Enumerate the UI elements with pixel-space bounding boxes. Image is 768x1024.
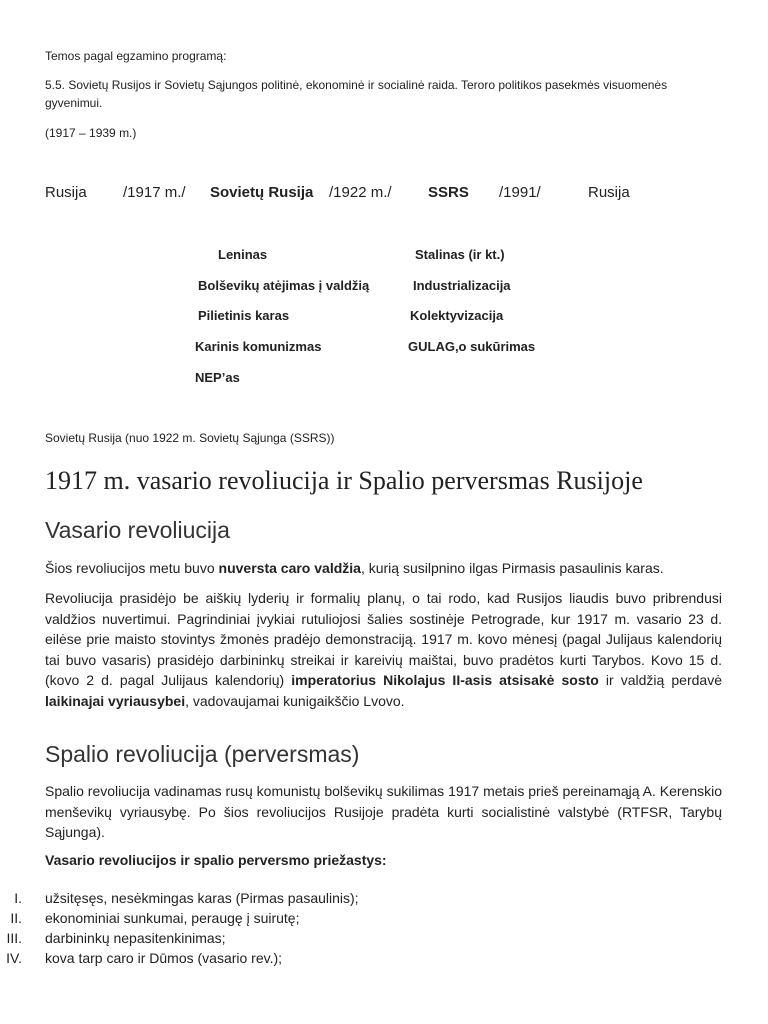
timeline-item: /1991/	[499, 184, 541, 201]
feb-paragraph-1	[45, 558, 722, 579]
column-item: Leninas	[218, 247, 268, 262]
list-text: darbininkų nepasitenkinimas;	[45, 930, 226, 946]
page-title: 1917 m. vasario revoliucija ir Spalio perversmas Rusijoje	[45, 466, 643, 495]
caption: Sovietų Rusija (nuo 1922 m. Sovietų Sąjunga (SSRS))	[45, 431, 335, 445]
timeline-item: Sovietų Rusija	[210, 184, 314, 201]
text-run: , vadovaujamai kunigaikščio Lvovo.	[185, 692, 405, 709]
timeline-item: /1922 m./	[329, 184, 392, 201]
column-item: NEP’as	[195, 370, 240, 385]
text-run-bold: nuversta caro valdžia	[218, 560, 361, 576]
oct-paragraph-1: Spalio revoliucija vadinamas rusų komunistų bolševikų sukilimas 1917 metais prieš pereinamąją A. Kerenskio menševikų vyriausybę. Po šios revoliucijos Rusijoje pradėta kurti socialistinė valstybė (RTFSR, Tarybų Sąjunga).	[45, 783, 722, 840]
list-text: užsitęsęs, nesėkmingas karas (Pirmas pasaulinis);	[45, 890, 359, 906]
text-run-bold: imperatorius Nikolajus II-asis atsisakė sosto	[291, 672, 599, 688]
column-item: GULAG,o sukūrimas	[408, 339, 536, 354]
causes-heading: Vasario revoliucijos ir spalio perversmo priežastys:	[45, 852, 387, 868]
text-run: , kurią susilpnino ilgas Pirmasis pasaulinis karas.	[360, 560, 664, 576]
column-item: Industrializacija	[413, 278, 511, 293]
timeline-item: Rusija	[45, 184, 87, 201]
topic-5-5: 5.5. Sovietų Rusijos ir Sovietų Sąjungos politinė, ekonominė ir socialinė raida. Teroro politikos pasekmės visuomenės gyvenimui.	[45, 78, 668, 110]
list-number: III.	[6, 930, 22, 946]
column-item: Bolševikų atėjimas į valdžią	[198, 278, 370, 293]
column-item: Kolektyvizacija	[410, 308, 504, 323]
topics-label: Temos pagal egzamino programą:	[45, 49, 227, 63]
column-item: Karinis komunizmas	[195, 339, 322, 354]
list-number: II.	[10, 910, 22, 926]
list-number: IV.	[6, 950, 22, 966]
text-run: Šios revoliucijos metu buvo	[45, 560, 219, 576]
text-run: Revoliucija prasidėjo be aiškių lyderių ir formalių planų, o tai rodo, kad Rusijos liaudis buvo pribrendusi valdžios nuvertimui. Pagrindiniai įvykiai rutuliojosi šalies sostinėje Petrograde, kur 1917 m. vasario 23 d. eilėse prie maisto stovintys žmonės pradėjo demonstraciją. 1917 m. kovo mėnesį (pagal Julijaus kalendorių tai buvo vasaris) prasidėjo darbininkų streikai ir kareivių maištai, buvo pradėtos kurti Tarybos. Kovo 15 d. (kovo 2 d. pagal Julijaus kalendorių)	[45, 590, 722, 688]
feb-paragraph-2	[45, 588, 722, 711]
text-run-bold: laikinajai vyriausybei	[45, 692, 186, 709]
column-item: Stalinas (ir kt.)	[415, 247, 505, 262]
timeline-item: SSRS	[428, 184, 469, 201]
list-number: I.	[14, 890, 22, 906]
timeline-item: Rusija	[588, 184, 630, 201]
timeline-item: /1917 m./	[123, 184, 186, 201]
section-heading-oct: Spalio revoliucija (perversmas)	[45, 741, 360, 767]
period: (1917 – 1939 m.)	[45, 126, 137, 140]
list-text: kova tarp caro ir Dūmos (vasario rev.);	[45, 950, 283, 966]
column-item: Pilietinis karas	[198, 308, 290, 323]
text-run: ir valdžią perdavė	[598, 672, 722, 688]
list-text: ekonominiai sunkumai, peraugę į suirutę;	[45, 910, 300, 926]
section-heading-feb: Vasario revoliucija	[45, 517, 230, 543]
